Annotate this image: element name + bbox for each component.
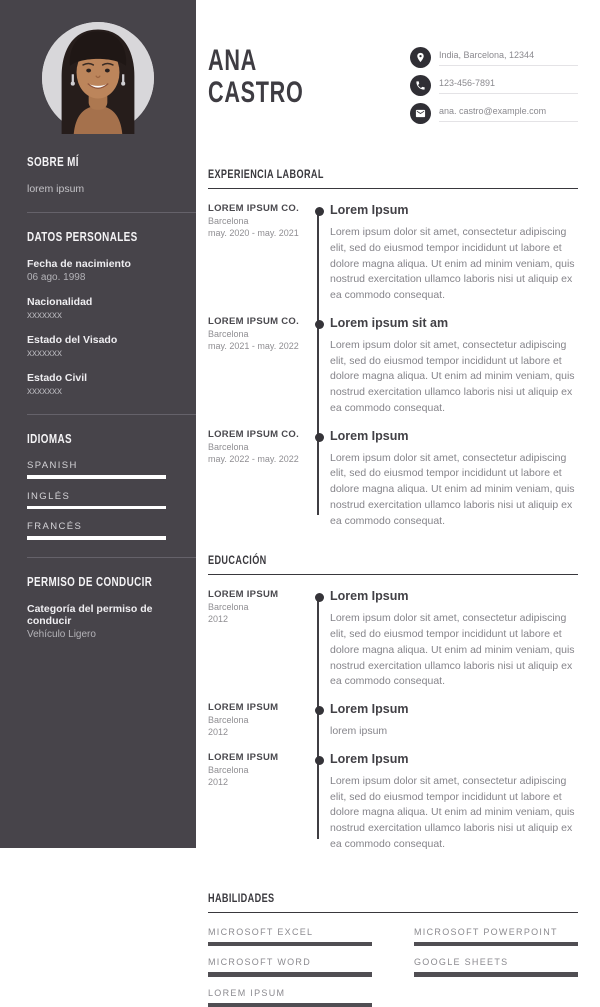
entry-dates: may. 2022 - may. 2022: [208, 454, 308, 464]
experience-entry: [208, 203, 578, 304]
skill-label: GOOGLE SHEETS: [414, 957, 578, 967]
company-name: LOREM IPSUM CO.: [208, 203, 308, 214]
experience-entry: [208, 316, 578, 417]
skill-level-bar: [208, 972, 372, 977]
first-name: ANA: [208, 45, 304, 77]
about-section: [0, 154, 196, 195]
entry-meta: [208, 316, 308, 417]
language-label: FRANCÉS: [27, 521, 166, 532]
language-item: [27, 460, 166, 479]
school-location: Barcelona: [208, 715, 308, 725]
experience-entry: [208, 429, 578, 530]
phone-text: 123-456-7891: [439, 78, 578, 94]
entry-dates: 2012: [208, 614, 308, 624]
entry-content: [330, 316, 578, 417]
entry-content: [330, 752, 578, 853]
skill-level-bar: [414, 972, 578, 977]
timeline-dot: [315, 706, 324, 715]
field-label: Fecha de nacimiento: [27, 258, 166, 270]
entry-meta: [208, 752, 308, 853]
skill-level-bar: [208, 1003, 372, 1007]
entry-content: [330, 429, 578, 530]
language-item: [27, 491, 166, 510]
skill-item: [208, 988, 372, 1007]
company-location: Barcelona: [208, 216, 308, 226]
company-location: Barcelona: [208, 442, 308, 452]
driving-section: [0, 574, 196, 640]
field-label: Estado del Visado: [27, 334, 166, 346]
location-pin-icon: [410, 47, 431, 68]
timeline-column: [308, 752, 330, 853]
timeline-dot: [315, 433, 324, 442]
personal-field: [27, 372, 166, 397]
field-value: xxxxxxx: [27, 310, 166, 321]
skill-label: MICROSOFT WORD: [208, 957, 372, 967]
personal-field: [27, 258, 166, 283]
skills-title: HABILIDADES: [208, 891, 275, 905]
skills-heading: [208, 889, 578, 913]
entry-meta: [208, 702, 308, 740]
person-name: [208, 45, 341, 109]
school-name: LOREM IPSUM: [208, 752, 308, 763]
degree-description: lorem ipsum: [330, 724, 578, 740]
timeline-column: [308, 589, 330, 690]
experience-section: [208, 165, 578, 529]
education-entry: [208, 752, 578, 853]
personal-field: [27, 296, 166, 321]
driving-title: PERMISO DE CONDUCIR: [27, 574, 152, 589]
field-label: Nacionalidad: [27, 296, 166, 308]
divider: [27, 557, 196, 558]
language-label: SPANISH: [27, 460, 166, 471]
email-icon: [410, 103, 431, 124]
timeline-dot: [315, 320, 324, 329]
skill-item: [414, 927, 578, 947]
education-timeline: [208, 589, 578, 852]
entry-dates: 2012: [208, 777, 308, 787]
job-description: Lorem ipsum dolor sit amet, consectetur adipiscing elit, sed do eiusmod tempor incididunt ut labore et dolore magna aliqua. Ut enim ad minim veniam, quis nostrud exercitation ullamco laboris nisi ut aliquip ex ea commodo consequat.: [330, 451, 578, 530]
avatar-illustration: [42, 22, 154, 134]
address-text: India, Barcelona, 12344: [439, 50, 578, 66]
education-heading: [208, 551, 578, 575]
school-name: LOREM IPSUM: [208, 702, 308, 713]
divider: [27, 212, 196, 213]
timeline-column: [308, 702, 330, 740]
entry-meta: [208, 203, 308, 304]
job-description: Lorem ipsum dolor sit amet, consectetur adipiscing elit, sed do eiusmod tempor incididunt ut labore et dolore magna aliqua. Ut enim ad minim veniam, quis nostrud exercitation ullamco laboris nisi ut aliquip ex ea commodo consequat.: [330, 225, 578, 304]
skill-level-bar: [414, 942, 578, 947]
sidebar: [0, 0, 196, 848]
about-title: SOBRE MÍ: [27, 154, 79, 169]
job-title: Lorem Ipsum: [330, 203, 578, 217]
school-location: Barcelona: [208, 602, 308, 612]
contact-row-email: [410, 103, 578, 124]
field-label: Estado Civil: [27, 372, 166, 384]
field-value: xxxxxxx: [27, 386, 166, 397]
header: [208, 45, 578, 131]
languages-title: IDIOMAS: [27, 431, 72, 446]
degree-description: Lorem ipsum dolor sit amet, consectetur adipiscing elit, sed do eiusmod tempor incididunt ut labore et dolore magna aliqua. Ut enim ad minim veniam, quis nostrud exercitation ullamco laboris nisi ut aliquip ex ea commodo consequat.: [330, 774, 578, 853]
education-entry: [208, 702, 578, 740]
language-level-bar: [27, 475, 166, 479]
divider: [27, 414, 196, 415]
company-name: LOREM IPSUM CO.: [208, 316, 308, 327]
job-title: Lorem ipsum sit am: [330, 316, 578, 330]
job-title: Lorem Ipsum: [330, 429, 578, 443]
language-level-bar: [27, 506, 166, 510]
languages-section: [0, 431, 196, 540]
education-entry: [208, 589, 578, 690]
timeline-dot: [315, 756, 324, 765]
degree-title: Lorem Ipsum: [330, 702, 578, 716]
skill-item: [414, 957, 578, 977]
skill-label: LOREM IPSUM: [208, 988, 372, 998]
timeline-dot: [315, 593, 324, 602]
entry-content: [330, 203, 578, 304]
experience-heading: [208, 165, 578, 189]
degree-title: Lorem Ipsum: [330, 752, 578, 766]
entry-dates: may. 2020 - may. 2021: [208, 228, 308, 238]
timeline-column: [308, 429, 330, 530]
skills-section: [208, 889, 578, 1007]
skills-grid: [208, 927, 578, 1007]
timeline-dot: [315, 207, 324, 216]
entry-dates: 2012: [208, 727, 308, 737]
email-text: ana. castro@example.com: [439, 106, 578, 122]
entry-dates: may. 2021 - may. 2022: [208, 341, 308, 351]
education-title: EDUCACIÓN: [208, 553, 267, 567]
language-item: [27, 521, 166, 540]
skill-item: [208, 927, 372, 947]
profile-photo: [42, 22, 154, 134]
company-location: Barcelona: [208, 329, 308, 339]
last-name: CASTRO: [208, 77, 304, 109]
driving-category-value: Vehículo Ligero: [27, 629, 166, 640]
timeline-column: [308, 316, 330, 417]
experience-title: EXPERIENCIA LABORAL: [208, 167, 324, 181]
skill-label: MICROSOFT EXCEL: [208, 927, 372, 937]
entry-content: [330, 702, 578, 740]
entry-content: [330, 589, 578, 690]
contact-row-phone: [410, 75, 578, 96]
phone-icon: [410, 75, 431, 96]
personal-section: [0, 229, 196, 397]
language-label: INGLÉS: [27, 491, 166, 502]
main-content: [196, 0, 600, 848]
skill-level-bar: [208, 942, 372, 947]
contact-row-address: [410, 47, 578, 68]
field-value: 06 ago. 1998: [27, 272, 166, 283]
school-location: Barcelona: [208, 765, 308, 775]
entry-meta: [208, 429, 308, 530]
entry-meta: [208, 589, 308, 690]
contact-list: [410, 47, 578, 131]
education-section: [208, 551, 578, 852]
degree-description: Lorem ipsum dolor sit amet, consectetur adipiscing elit, sed do eiusmod tempor incididunt ut labore et dolore magna aliqua. Ut enim ad minim veniam, quis nostrud exercitation ullamco laboris nisi ut aliquip ex ea commodo consequat.: [330, 611, 578, 690]
degree-title: Lorem Ipsum: [330, 589, 578, 603]
skill-item: [208, 957, 372, 977]
school-name: LOREM IPSUM: [208, 589, 308, 600]
driving-category-label: Categoría del permiso de conducir: [27, 603, 166, 627]
personal-title: DATOS PERSONALES: [27, 229, 138, 244]
company-name: LOREM IPSUM CO.: [208, 429, 308, 440]
about-body: lorem ipsum: [27, 183, 166, 195]
experience-timeline: [208, 203, 578, 529]
skill-label: MICROSOFT POWERPOINT: [414, 927, 578, 937]
language-level-bar: [27, 536, 166, 540]
job-description: Lorem ipsum dolor sit amet, consectetur adipiscing elit, sed do eiusmod tempor incididunt ut labore et dolore magna aliqua. Ut enim ad minim veniam, quis nostrud exercitation ullamco laboris nisi ut aliquip ex ea commodo consequat.: [330, 338, 578, 417]
timeline-column: [308, 203, 330, 304]
personal-field: [27, 334, 166, 359]
field-value: xxxxxxx: [27, 348, 166, 359]
